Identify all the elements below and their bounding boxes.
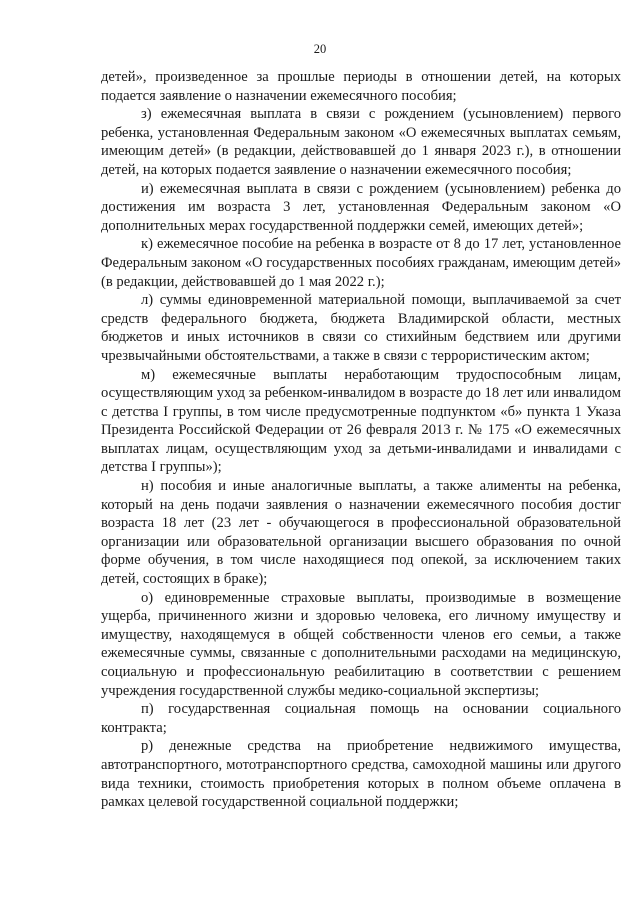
paragraph-item-i: и) ежемесячная выплата в связи с рождением (усыновлением) ребенка до достижения им возраста 3 лет, установленная Федеральным законом «О дополнительных мерах государственной поддержки семей, имеющих детей»; xyxy=(101,180,621,234)
paragraph-item-l: л) суммы единовременной материальной помощи, выплачиваемой за счет средств федерального бюджета, бюджета Владимирской области, местных бюджетов и иных источников в связи со стихийным бедствием или другими чрезвычайными обстоятельствами, а также в связи с террористическим актом; xyxy=(101,292,621,364)
paragraph-item-z: з) ежемесячная выплата в связи с рождением (усыновлением) первого ребенка, установленная Федеральным законом «О ежемесячных выплатах семьям, имеющим детей» (в редакции, действовавшей до 1 января 2023 г.), в отношении детей, на которых подается заявление о назначении ежемесячного пособия; xyxy=(101,106,621,178)
paragraph-item-n: н) пособия и иные аналогичные выплаты, а также алименты на ребенка, который на день подачи заявления о назначении ежемесячного пособия достиг возраста 18 лет (23 лет - обучающегося в профессиональной образовательной организации или образовательной организации высшего образования по очной форме обучения, в том числе находящиеся под опекой, за исключением таких детей, состоящих в браке); xyxy=(101,478,621,588)
body-text xyxy=(101,68,621,812)
paragraph-item-r: р) денежные средства на приобретение недвижимого имущества, автотранспортного, мототранспортного средства, самоходной машины или другого вида техники, стоимость приобретения которых в полном объеме оплачена в рамках целевой государственной социальной поддержки; xyxy=(101,738,621,811)
paragraph-item-o: о) единовременные страховые выплаты, производимые в возмещение ущерба, причиненного жизни и здоровью человека, его личному имуществу и имуществу, находящемуся в общей собственности членов его семьи, а также ежемесячные суммы, связанные с дополнительными расходами на медицинскую, социальную и профессиональную реабилитацию в соответствии с решением учреждения государственной службы медико-социальной экспертизы; xyxy=(101,589,621,699)
page-number: 20 xyxy=(313,42,327,56)
paragraph-item-k: к) ежемесячное пособие на ребенка в возрасте от 8 до 17 лет, установленное Федеральным законом «О государственных пособиях гражданам, имеющим детей» (в редакции, действовавшей до 1 мая 2022 г.); xyxy=(101,236,621,290)
paragraph-item-m: м) ежемесячные выплаты неработающим трудоспособным лицам, осуществляющим уход за ребенком-инвалидом в возрасте до 18 лет или инвалидом с детства I группы, в том числе предусмотренные подпунктом «б» пункта 1 Указа Президента Российской Федерации от 26 февраля 2013 г. № 175 «О ежемесячных выплатах лицам, осуществляющим уход за детьми-инвалидами и инвалидами с детства I группы»); xyxy=(101,366,621,476)
paragraph-continuation: детей», произведенное за прошлые периоды в отношении детей, на которых подается заявление о назначении ежемесячного пособия; xyxy=(101,69,621,104)
paragraph-item-p: п) государственная социальная помощь на основании социального контракта; xyxy=(101,701,621,736)
